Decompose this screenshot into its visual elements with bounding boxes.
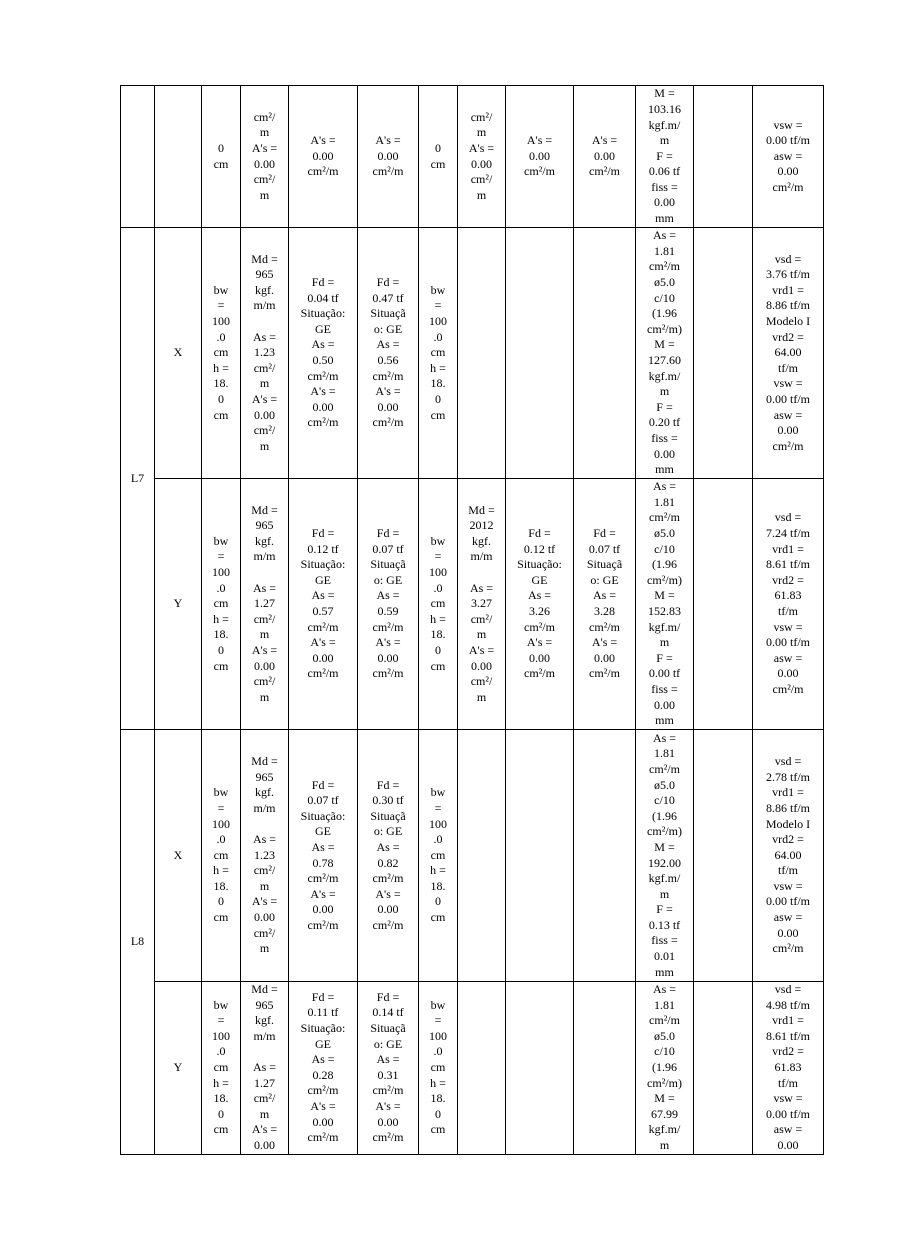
force-cell [358, 228, 419, 479]
crack-check-cell [636, 228, 694, 479]
shear-cell [753, 228, 824, 479]
cell-text: vsd = 3.76 tf/m vrd1 = 8.86 tf/m Modelo I vrd2 = 64.00 tf/m vsw = 0.00 tf/m asw = 0.00 cm²/m [765, 251, 811, 453]
cell-text: bw = 100 .0 cm h = 18. 0 cm [212, 282, 230, 422]
bending-cell [241, 982, 289, 1155]
table-row [121, 730, 824, 982]
section-cell [202, 86, 241, 228]
cell-text: As = 1.81 cm²/m ø5.0 c/10 (1.96 cm²/m) M = 152.83 kgf.m/ m F = 0.00 tf fiss = 0.00 mm [647, 479, 682, 728]
cell-text: Md = 965 kgf. m/m As = 1.27 cm²/ m A's = 0.00 cm²/ m [251, 502, 278, 704]
direction-label: X [173, 345, 183, 360]
cell-text: Fd = 0.47 tf Situaçã o: GE As = 0.56 cm²/m A's = 0.00 cm²/m [370, 275, 406, 430]
force-cell [506, 86, 574, 228]
slab-results-table [120, 85, 824, 1155]
slab-label: L7 [130, 470, 145, 485]
direction-label: X [173, 847, 183, 862]
empty-cell [694, 982, 753, 1155]
cell-text: A's = 0.00 cm²/m [307, 133, 339, 179]
cell-text: Fd = 0.07 tf Situaçã o: GE As = 3.28 cm²/m A's = 0.00 cm²/m [586, 526, 623, 681]
empty-cell [694, 86, 753, 228]
section-cell [202, 228, 241, 479]
table-row [121, 479, 824, 730]
bending-cell [241, 730, 289, 982]
force-cell [506, 982, 574, 1155]
cell-text: bw = 100 .0 cm h = 18. 0 cm [212, 785, 230, 925]
cell-text: Fd = 0.30 tf Situaçã o: GE As = 0.82 cm²/m A's = 0.00 cm²/m [370, 777, 406, 932]
force-cell [574, 730, 636, 982]
section-cell [202, 730, 241, 982]
bending-cell [241, 228, 289, 479]
crack-check-cell [636, 479, 694, 730]
section-cell [419, 86, 458, 228]
cell-text: bw = 100 .0 cm h = 18. 0 cm [212, 997, 230, 1137]
cell-text: As = 1.81 cm²/m ø5.0 c/10 (1.96 cm²/m) M = 192.00 kgf.m/ m F = 0.13 tf fiss = 0.01 mm [647, 730, 682, 979]
cell-text: A's = 0.00 cm²/m [524, 133, 555, 179]
cell-text: Fd = 0.07 tf Situaçã o: GE As = 0.59 cm²/m A's = 0.00 cm²/m [370, 526, 406, 681]
slab-cell [121, 86, 155, 228]
shear-cell [753, 479, 824, 730]
section-cell [202, 982, 241, 1155]
force-cell [358, 730, 419, 982]
force-cell [574, 228, 636, 479]
force-cell [358, 479, 419, 730]
table-row [121, 982, 824, 1155]
empty-cell [694, 228, 753, 479]
cell-text: bw = 100 .0 cm h = 18. 0 cm [429, 533, 447, 673]
bending-cell [458, 730, 506, 982]
cell-text: M = 103.16 kgf.m/ m F = 0.06 tf fiss = 0.00 mm [648, 86, 681, 226]
force-cell [574, 479, 636, 730]
cell-text: Fd = 0.12 tf Situação: GE As = 3.26 cm²/m A's = 0.00 cm²/m [517, 526, 562, 681]
bending-cell [241, 86, 289, 228]
force-cell [289, 730, 358, 982]
table-row [121, 228, 824, 479]
shear-cell [753, 730, 824, 982]
force-cell [358, 982, 419, 1155]
cell-text: Fd = 0.14 tf Situaçã o: GE As = 0.31 cm²/m A's = 0.00 cm²/m [370, 989, 406, 1145]
section-cell [419, 228, 458, 479]
bending-cell [458, 479, 506, 730]
cell-text: Fd = 0.04 tf Situação: GE As = 0.50 cm²/m A's = 0.00 cm²/m [300, 275, 346, 430]
cell-text: vsd = 2.78 tf/m vrd1 = 8.86 tf/m Modelo I vrd2 = 64.00 tf/m vsw = 0.00 tf/m asw = 0.00 cm²/m [765, 754, 811, 956]
cell-text: A's = 0.00 cm²/m [372, 133, 404, 179]
cell-text: Md = 2012 kgf. m/m As = 3.27 cm²/ m A's = 0.00 cm²/ m [468, 502, 495, 704]
force-cell [574, 86, 636, 228]
crack-check-cell [636, 86, 694, 228]
cell-text: Fd = 0.12 tf Situação: GE As = 0.57 cm²/m A's = 0.00 cm²/m [300, 526, 346, 681]
cell-text: Fd = 0.07 tf Situação: GE As = 0.78 cm²/m A's = 0.00 cm²/m [300, 777, 346, 932]
table-row [121, 86, 824, 228]
force-cell [289, 228, 358, 479]
cell-text: cm²/ m A's = 0.00 cm²/ m [251, 109, 278, 202]
section-cell [419, 479, 458, 730]
direction-label: Y [173, 1059, 183, 1074]
cell-text: Md = 965 kgf. m/m As = 1.27 cm²/ m A's = 0.00 [251, 982, 278, 1152]
crack-check-cell [636, 730, 694, 982]
force-cell [506, 730, 574, 982]
force-cell [506, 479, 574, 730]
force-cell [289, 982, 358, 1155]
cell-text: bw = 100 .0 cm h = 18. 0 cm [429, 785, 447, 925]
bending-cell [458, 228, 506, 479]
cell-text: Md = 965 kgf. m/m As = 1.23 cm²/ m A's = 0.00 cm²/ m [251, 251, 278, 453]
section-cell [419, 982, 458, 1155]
direction-cell [155, 730, 202, 982]
force-cell [358, 86, 419, 228]
direction-cell [155, 228, 202, 479]
bending-cell [241, 479, 289, 730]
direction-cell [155, 86, 202, 228]
section-cell [419, 730, 458, 982]
crack-check-cell [636, 982, 694, 1155]
direction-cell [155, 479, 202, 730]
cell-text: A's = 0.00 cm²/m [589, 133, 620, 179]
cell-text: bw = 100 .0 cm h = 18. 0 cm [429, 282, 447, 422]
force-cell [289, 479, 358, 730]
bending-cell [458, 86, 506, 228]
cell-text: vsd = 4.98 tf/m vrd1 = 8.61 tf/m vrd2 = 61.83 tf/m vsw = 0.00 tf/m asw = 0.00 [766, 982, 810, 1152]
cell-text: cm²/ m A's = 0.00 cm²/ m [468, 109, 495, 202]
cell-text: vsd = 7.24 tf/m vrd1 = 8.61 tf/m vrd2 = 61.83 tf/m vsw = 0.00 tf/m asw = 0.00 cm²/m [766, 510, 810, 696]
force-cell [506, 228, 574, 479]
cell-text: 0 cm [213, 140, 229, 171]
empty-cell [694, 479, 753, 730]
slab-cell [121, 228, 155, 730]
cell-text: bw = 100 .0 cm h = 18. 0 cm [212, 533, 230, 673]
shear-cell [753, 86, 824, 228]
force-cell [574, 982, 636, 1155]
direction-label: Y [173, 596, 183, 611]
cell-text: Fd = 0.11 tf Situação: GE As = 0.28 cm²/m A's = 0.00 cm²/m [300, 989, 346, 1145]
empty-cell [694, 730, 753, 982]
force-cell [289, 86, 358, 228]
cell-text: Md = 965 kgf. m/m As = 1.23 cm²/ m A's = 0.00 cm²/ m [251, 754, 278, 956]
shear-cell [753, 982, 824, 1155]
cell-text: 0 cm [430, 140, 446, 171]
direction-cell [155, 982, 202, 1155]
slab-cell [121, 730, 155, 1155]
cell-text: vsw = 0.00 tf/m asw = 0.00 cm²/m [766, 117, 810, 194]
cell-text: As = 1.81 cm²/m ø5.0 c/10 (1.96 cm²/m) M = 67.99 kgf.m/ m [647, 982, 682, 1152]
cell-text: bw = 100 .0 cm h = 18. 0 cm [429, 997, 447, 1137]
section-cell [202, 479, 241, 730]
slab-label: L8 [130, 933, 145, 948]
cell-text: As = 1.81 cm²/m ø5.0 c/10 (1.96 cm²/m) M = 127.60 kgf.m/ m F = 0.20 tf fiss = 0.00 mm [647, 228, 682, 477]
bending-cell [458, 982, 506, 1155]
